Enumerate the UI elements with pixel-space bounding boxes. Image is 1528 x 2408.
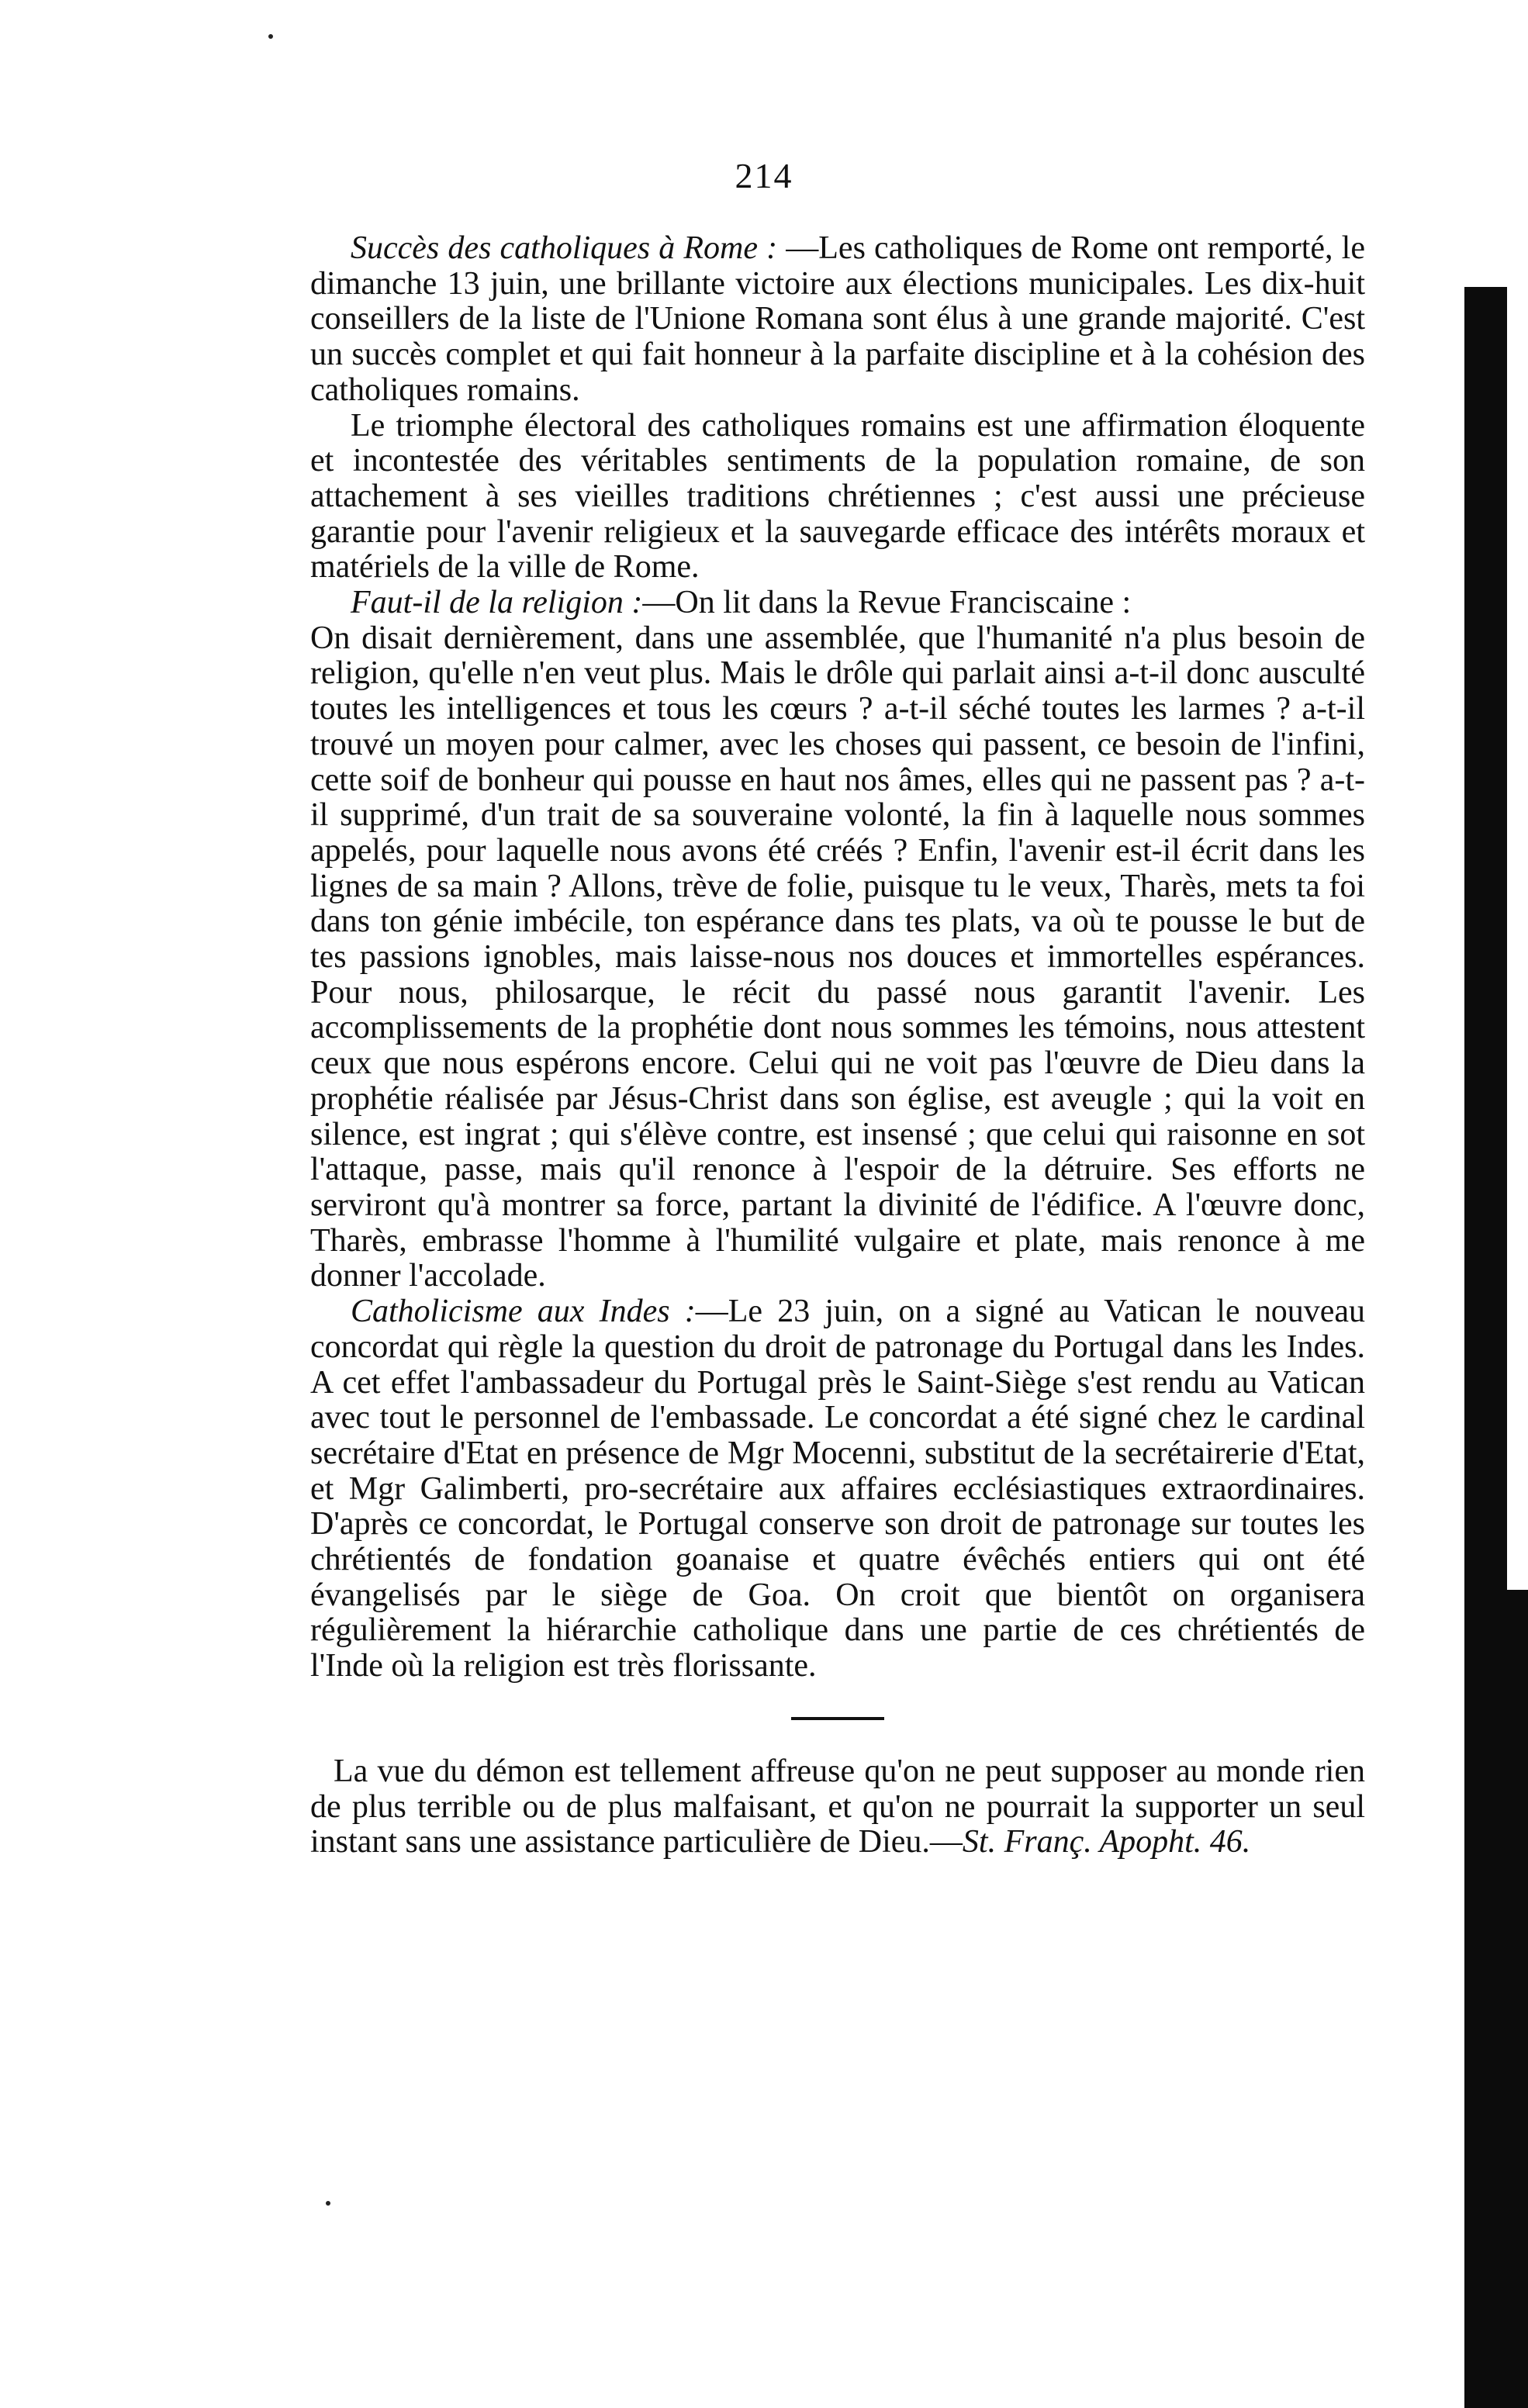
text-column	[310, 231, 1365, 1860]
paragraph-text: On disait dernièrement, dans une assemblée, que l'humanité n'a plus besoin de religion, qu'elle n'en veut plus. Mais le drôle qui parlait ainsi a-t-il donc ausculté toutes les intelligences et tous les cœurs ? a-t-il séché toutes les larmes ? a-t-il trouvé un moyen pour calmer, avec les choses qui passent, ce besoin de l'infini, cette soif de bonheur qui pousse en haut nos âmes, elles qui ne passent pas ? a-t-il supprimé, d'un trait de sa souveraine volonté, la fin à laquelle nous sommes appelés, pour laquelle nous avons été créés ? Enfin, l'avenir est-il écrit dans les lignes de sa main ? Allons, trève de folie, puisque tu le veux, Tharès, mets ta foi dans ton génie imbécile, ton espérance dans tes plats, va où te pousse le but de tes passions ignobles, mais laisse-nous nos douces et immortelles espérances. Pour nous, philosarque, le récit du passé nous garantit l'avenir. Les accomplissements de la prophétie dont nous sommes les témoins, nous attestent ceux que nous espérons encore. Celui qui ne voit pas l'œuvre de Dieu dans la prophétie réalisée par Jésus-Christ dans son église, est aveugle ; qui la voit en silence, est ingrat ; qui s'élève contre, est insensé ; que celui qui raisonne en sot l'attaque, passe, mais qu'il renonce à l'espoir de la détruire. Ses efforts ne serviront qu'à montrer sa force, partant la divinité de l'édifice. A l'œuvre donc, Tharès, embrasse l'homme à l'humilité vulgaire et plate, mais renonce à me donner l'accolade.	[310, 620, 1365, 1294]
paragraph-text: —On lit dans la Revue Franciscaine :	[642, 585, 1132, 621]
paragraph-text: —Le 23 juin, on a signé au Vatican le nouveau concordat qui règle la question du droit de patronage du Portugal dans les Indes. A cet effet l'ambassadeur du Portugal près le Saint-Siège s'est rendu au Vatican avec tout le personnel de l'embassade. Le concordat a été signé chez le cardinal secrétaire d'Etat en présence de Mgr Mocenni, substitut de la secrétairerie d'Etat, et Mgr Galimberti, pro-secrétaire aux affaires ecclésiastiques extraordinaires. D'après ce concordat, le Portugal conserve son droit de patronage sur toutes les chrétientés de fondation goanaise et quatre évêchés entiers qui ont été évangelisés par le siège de Goa. On croit que bientôt on organisera régulièrement la hiérarchie catholique dans une partie de ces chrétientés de l'Inde où la religion est très florissante.	[310, 1294, 1365, 1684]
quote-text: La vue du démon est tellement affreuse qu'on ne peut supposer au monde rien de plus terrible ou de plus malfaisant, et qu'on ne pourrait la supporter un seul instant sans une assistance particulière de Dieu.—	[310, 1753, 1365, 1860]
paragraph-triumph	[310, 409, 1365, 586]
scan-edge-shadow	[1464, 287, 1507, 2408]
separator-rule	[791, 1717, 884, 1720]
section-heading: Catholicisme aux Indes :	[351, 1294, 696, 1330]
quote-source: St. Franç. Apopht. 46.	[962, 1824, 1251, 1860]
section-heading: Faut-il de la religion :	[351, 585, 643, 621]
paragraph-religion-heading	[310, 586, 1365, 621]
scan-speck	[326, 2201, 330, 2206]
paragraph-text: Le triomphe électoral des catholiques romains est une affirmation éloquente et incontestée des véritables sentiments de la population romaine, de son attachement à ses vieilles traditions chrétiennes ; c'est aussi une précieuse garantie pour l'avenir religieux et la sauvegarde efficace des intérêts moraux et matériels de la ville de Rome.	[310, 407, 1365, 586]
paragraph-religion-body	[310, 621, 1365, 1294]
paragraph-indes	[310, 1294, 1365, 1684]
paragraph-text: —Les catholiques de Rome ont remporté, le dimanche 13 juin, une brillante victoire aux élections municipales. Les dix-huit conseillers de la liste de l'Unione Romana sont élus à une grande majorité. C'est un succès complet et qui fait honneur à la parfaite discipline et à la cohésion des catholiques romains.	[310, 230, 1365, 408]
paragraph-rome-election	[310, 231, 1365, 409]
page-number: 214	[735, 156, 793, 195]
section-heading: Succès des catholiques à Rome :	[351, 230, 778, 266]
closing-quote	[310, 1754, 1365, 1860]
scan-edge-shadow	[1505, 1590, 1528, 2408]
scan-speck	[268, 34, 273, 39]
